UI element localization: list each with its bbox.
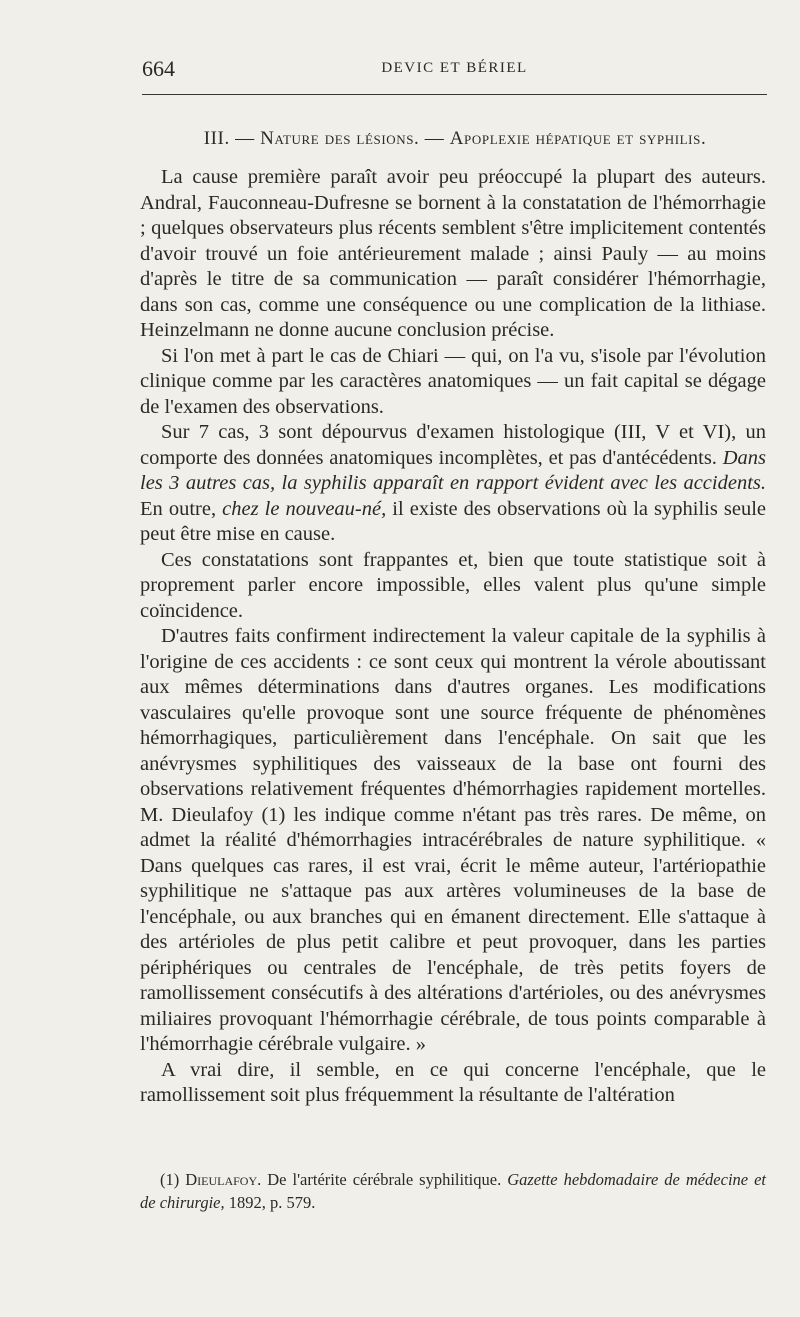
- paragraph-3: [140, 420, 766, 548]
- paragraph-4: Ces constatations sont frappantes et, bien que toute statistique soit à proprement parler encore impossible, elles valent plus qu'une simple coïncidence.: [140, 548, 766, 622]
- footnote-marker: (1): [160, 1170, 180, 1189]
- section-title: [140, 128, 770, 150]
- section-title-part1: Nature des lésions.: [260, 128, 420, 149]
- paragraph-3-italic-b: Dans les 3 autres cas, la syphilis apparaît en rapport évident avec les accidents.: [140, 446, 767, 494]
- footnote-journal: Gazette hebdomadaire de médecine et de chirurgie,: [140, 1170, 766, 1212]
- header-rule: [142, 94, 767, 95]
- section-title-dash: —: [424, 128, 445, 149]
- footnote-citation: 1892, p. 579.: [228, 1193, 316, 1212]
- paragraph-3-part-e: il existe des observations où la syphilis seule peut être mise en cause.: [140, 497, 767, 545]
- footnote: [140, 1168, 766, 1214]
- paragraph-5: D'autres faits confirment indirectement la valeur capitale de la syphilis à l'origine de ces accidents : ce sont ceux qui montrent la vérole aboutissant aux mêmes déterminations dans d'autres organes. Les modifications vasculaires qu'elle provoque sont une source fréquente de phénomènes hémorrhagiques, particulièrement dans l'encéphale. On sait que les anévrysmes syphilitiques des vaisseaux de la base ont fourni des observations relativement fréquentes d'hémorrhagies rapidement mortelles. M. Dieulafoy (1) les indique comme n'étant pas très rares. De même, on admet la réalité d'hémorrhagies intracérébrales de nature syphilitique. « Dans quelques cas rares, il est vrai, écrit le même auteur, l'artériopathie syphilitique ne s'attaque pas aux artères volumineuses de la base de l'encéphale, ou aux branches qui en émanent directement. Elle s'attaque à des artérioles de plus petit calibre et peut provoquer, dans les parties périphériques ou centrales de l'encéphale, de très petits foyers de ramollissement consécutifs à des altérations d'artérioles, ou des anévrysmes miliaires provoquant l'hémorrhagie cérébrale, de tous points comparable à l'hémorrhagie cérébrale vulgaire. »: [140, 625, 766, 1055]
- paragraph-6: A vrai dire, il semble, en ce qui concerne l'encéphale, que le ramollissement soit plus fréquemment la résultante de l'altération: [140, 1058, 766, 1106]
- page-number: 664: [142, 56, 175, 81]
- body-text: [140, 165, 766, 1109]
- paragraph-3-part-a: Sur 7 cas, 3 sont dépourvus d'examen histologique (III, V et VI), un comporte des données anatomiques incomplètes, et pas d'antécédents.: [140, 421, 766, 469]
- page-header: [142, 56, 767, 86]
- running-head: DEVIC ET BÉRIEL: [381, 60, 528, 76]
- footnote-text: De l'artérite cérébrale syphilitique.: [267, 1170, 502, 1189]
- section-title-part2: Apoplexie hépatique et syphilis.: [449, 128, 707, 149]
- paragraph-2: Si l'on met à part le cas de Chiari — qui, on l'a vu, s'isole par l'évolution clinique comme par les caractères anatomiques — un fait capital se dégage de l'examen des observations.: [140, 344, 766, 418]
- paragraph-3-italic-d: chez le nouveau-né,: [222, 497, 387, 520]
- paragraph-3-part-c: En outre,: [140, 497, 217, 520]
- section-number: III. —: [203, 128, 255, 149]
- footnote-author: Dieulafoy.: [185, 1170, 262, 1189]
- paragraph-1: La cause première paraît avoir peu préoccupé la plupart des auteurs. Andral, Fauconneau-Dufresne se bornent à la constatation de l'hémorrhagie ; quelques observateurs plus récents semblent s'être implicitement contentés d'avoir trouvé un foie antérieurement malade ; ainsi Pauly — au moins d'après le titre de sa communication — paraît considérer l'hémorrhagie, dans son cas, comme une conséquence ou une complication de la lithiase. Heinzelmann ne donne aucune conclusion précise.: [140, 166, 766, 341]
